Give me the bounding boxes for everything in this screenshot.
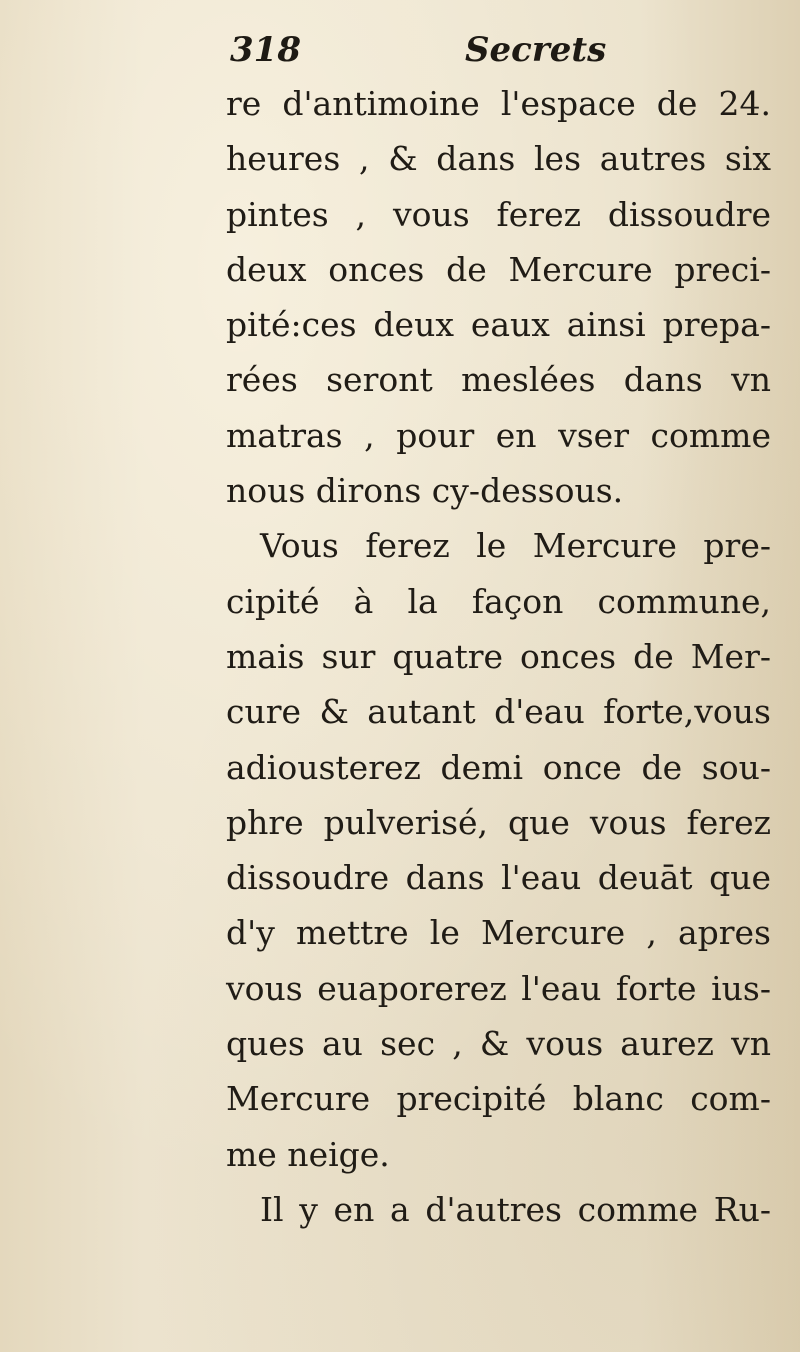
text-line: cipité à la façon commune,	[226, 581, 771, 621]
text-line: phre pulverisé, que vous ferez	[226, 802, 771, 842]
text-line: rées seront meslées dans vn	[226, 360, 771, 400]
text-line: deux onces de Mercure preci-	[226, 249, 771, 289]
text-line: dissoudre dans l'eau deuāt que	[226, 858, 771, 898]
text-line: pité:ces deux eaux ainsi prepa-	[226, 305, 771, 345]
paragraph-start-line: Vous ferez le Mercure pre-	[260, 526, 771, 566]
page-number: 318	[230, 30, 301, 70]
text-line: matras , pour en vser comme	[226, 415, 771, 455]
text-line: vous euaporerez l'eau forte ius-	[226, 968, 771, 1008]
text-line: cure & autant d'eau forte,vous	[226, 692, 771, 732]
running-title: Secrets	[465, 30, 607, 70]
text-line: d'y mettre le Mercure , apres	[226, 913, 771, 953]
text-line: me neige.	[226, 1134, 390, 1174]
page-header	[228, 30, 607, 80]
text-line: heures , & dans les autres six	[226, 139, 771, 179]
text-line: Mercure precipité blanc com-	[226, 1079, 771, 1119]
text-line: re d'antimoine l'espace de 24.	[226, 84, 771, 123]
paragraph-start-line: Il y en a d'autres comme Ru-	[260, 1189, 771, 1229]
text-line: pintes , vous ferez dissoudre	[226, 194, 771, 234]
text-line: mais sur quatre onces de Mer-	[226, 636, 771, 676]
body-text	[226, 76, 771, 1237]
text-line: ques au sec , & vous aurez vn	[226, 1024, 771, 1064]
text-line: nous dirons cy-dessous.	[226, 471, 624, 511]
text-line: adiousterez demi once de sou-	[226, 747, 771, 787]
